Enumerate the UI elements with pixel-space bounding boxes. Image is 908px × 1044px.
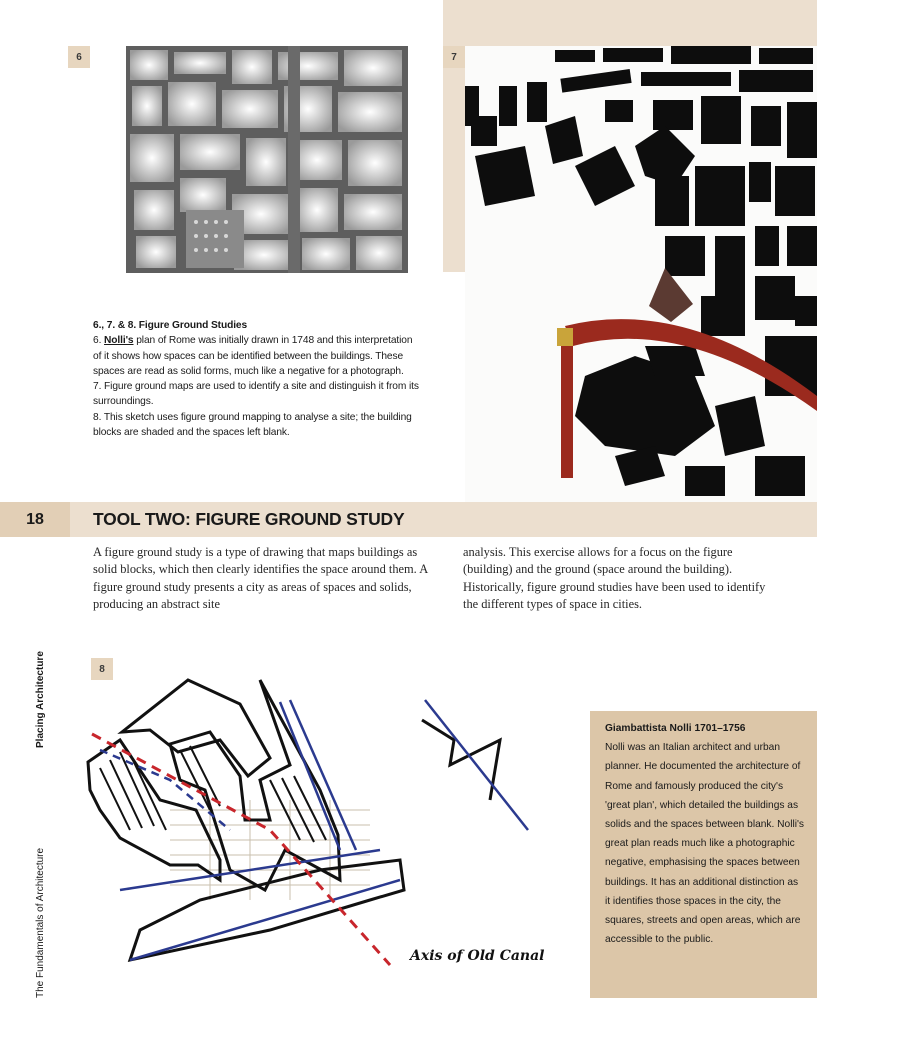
axis-of-old-canal-label: Axis of Old Canal <box>410 948 545 964</box>
caption-line-6: 6. Nolli's plan of Rome was initially drawn in 1748 and this interpretation of it shows how spaces can be identified between the buildings. These spaces are read as solid forms, much like a negative for a photograph. <box>93 335 413 377</box>
figure-caption <box>93 318 423 440</box>
info-box-text: Nolli was an Italian architect and urban planner. He documented the architecture of Rome and famously produced the city's 'great plan', which detailed the buildings as solids and the spaces between blank. Nolli's great plan reads much like a photographic negative, emphasising the spaces between buildings. It has an additional distinction as it identifies those spaces in the city, the squares, streets and open areas, which are accessible to the public. <box>605 742 805 946</box>
figure-7-tag: 7 <box>443 46 465 68</box>
body-column-2: analysis. This exercise allows for a focus on the figure (building) and the ground (space around the building). Historically, figure ground studies have been used to identify the different types of space in cities. <box>463 545 766 612</box>
nolli-info-box <box>590 711 817 998</box>
section-heading: TOOL TWO: FIGURE GROUND STUDY <box>93 509 405 529</box>
caption-line-7: 7. Figure ground maps are used to identify a site and distinguish it from its surroundings. <box>93 381 419 408</box>
info-box-title: Giambattista Nolli 1701–1756 <box>605 723 746 734</box>
page-number: 18 <box>0 502 70 537</box>
figure-8-site-sketch <box>70 660 580 990</box>
sidebar-section-title: Placing Architecture <box>35 651 46 748</box>
figure-6-tag: 6 <box>68 46 90 68</box>
body-column-1: A figure ground study is a type of drawing that maps buildings as solid blocks, which then clearly identifies the space around them. A figure ground study presents a city as areas of spaces and solids, producing an abstract site <box>93 545 428 612</box>
sidebar-book-title: The Fundamentals of Architecture <box>35 847 46 998</box>
figure-6-nolli-map <box>126 46 408 273</box>
nolli-name: Nolli's <box>104 335 134 347</box>
caption-title: 6., 7. & 8. Figure Ground Studies <box>93 320 248 331</box>
figure-7-figure-ground-map <box>465 46 817 502</box>
figure-8-tag: 8 <box>91 658 113 680</box>
caption-line-8: 8. This sketch uses figure ground mapping to analyse a site; the building blocks are shaded and the spaces left blank. <box>93 411 412 439</box>
